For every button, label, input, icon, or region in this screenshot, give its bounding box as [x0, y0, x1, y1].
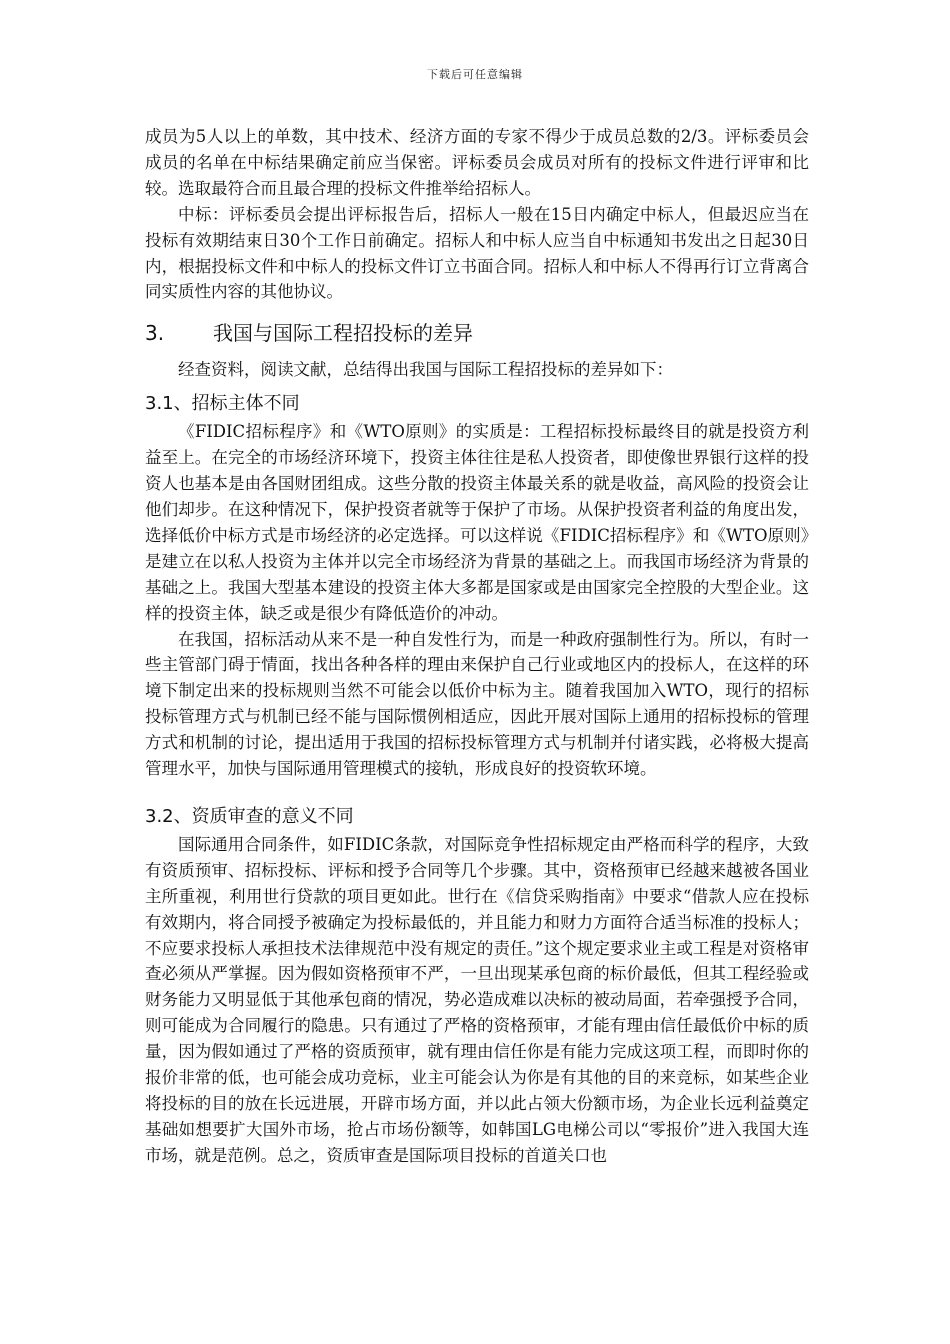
page-header: 下载后可任意编辑 [427, 68, 523, 81]
paragraph-winning-bid: 中标：评标委员会提出评标报告后，招标人一般在15日内确定中标人，但最迟应当在投标有效期结束日30个工作日前确定。招标人和中标人应当自中标通知书发出之日起30日内，根据投标文件和中标人的投标文件订立书面合同。招标人和中标人不得再行订立背离合同实质性内容的其他协议。 [145, 204, 809, 302]
section-title: 我国与国际工程招投标的差异 [213, 321, 473, 346]
paragraph-qualification-review: 国际通用合同条件，如FIDIC条款，对国际竞争性招标规定由严格而科学的程序，大致有资质预审、招标投标、评标和授予合同等几个步骤。其中，资格预审已经越来越被各国业主所重视，利用世行贷款的项目更如此。世行在《信贷采购指南》中要求“借款人应在投标有效期内，将合同授予被确定为投标最低的，并且能力和财力方面符合适当标准的投标人；不应要求投标人承担技术法律规范中没有规定的责任。”这个规定要求业主或工程是对资格审查必须从严掌握。因为假如资格预审不严，一旦出现某承包商的标价最低，但其工程经验或财务能力又明显低于其他承包商的情况，势必造成难以决标的被动局面，若牵强授予合同，则可能成为合同履行的隐患。只有通过了严格的资格预审，才能有理由信任最低价中标的质量，因为假如通过了严格的资质预审，就有理由信任你是有能力完成这项工程，而即时你的报价非常的低，也可能会成功竞标，业主可能会认为你是有其他的目的来竞标，如某些企业将投标的目的放在长远进展，开辟市场方面，并以此占领大份额市场，为企业长远利益奠定基础如想要扩大国外市场，抢占市场份额等，如韩国LG电梯公司以“零报价”进入我国大连市场，就是范例。总之，资质审查是国际项目投标的首道关口也 [145, 834, 809, 1165]
subsection-heading-3-2: 3.2、资质审查的意义不同 [145, 805, 354, 827]
section-heading-3 [145, 319, 809, 347]
section-number: 3. [145, 321, 165, 346]
subsection-heading-3-1: 3.1、招标主体不同 [145, 393, 300, 415]
paragraph-fidic-wto: 《FIDIC招标程序》和《WTO原则》的实质是：工程招标投标最终目的就是投资方利益至上。在完全的市场经济环境下，投资主体往往是私人投资者，即使像世界银行这样的投资人也基本是由各国财团组成。这些分散的投资主体最关系的就是收益，高风险的投资会让他们却步。在这种情况下，保护投资者就等于保护了市场。从保护投资者利益的角度出发，选择低价中标方式是市场经济的必定选择。可以这样说《FIDIC招标程序》和《WTO原则》是建立在以私人投资为主体并以完全市场经济为背景的基础之上。而我国市场经济为背景的基础之上。我国大型基本建设的投资主体大多都是国家或是由国家完全控股的大型企业。这样的投资主体，缺乏或是很少有降低造价的冲动。 [145, 422, 809, 623]
document-body [145, 124, 809, 1169]
paragraph-intro: 经查资料，阅读文献，总结得出我国与国际工程招投标的差异如下： [178, 360, 673, 380]
paragraph-evaluation-committee: 成员为5人以上的单数，其中技术、经济方面的专家不得少于成员总数的2/3。评标委员会成员的名单在中标结果确定前应当保密。评标委员会成员对所有的投标文件进行评审和比较。选取最符合而且最合理的投标文件推举给招标人。 [145, 127, 809, 198]
paragraph-china-bidding: 在我国，招标活动从来不是一种自发性行为，而是一种政府强制性行为。所以，有时一些主管部门碍于情面，找出各种各样的理由来保护自己行业或地区内的投标人，在这样的环境下制定出来的投标规则当然不可能会以低价中标为主。随着我国加入WTO，现行的招标投标管理方式与机制已经不能与国际惯例相适应，因此开展对国际上通用的招标投标的管理方式和机制的讨论，提出适用于我国的招标投标管理方式与机制并付诸实践，必将极大提高管理水平，加快与国际通用管理模式的接轨，形成良好的投资软环境。 [145, 629, 809, 779]
